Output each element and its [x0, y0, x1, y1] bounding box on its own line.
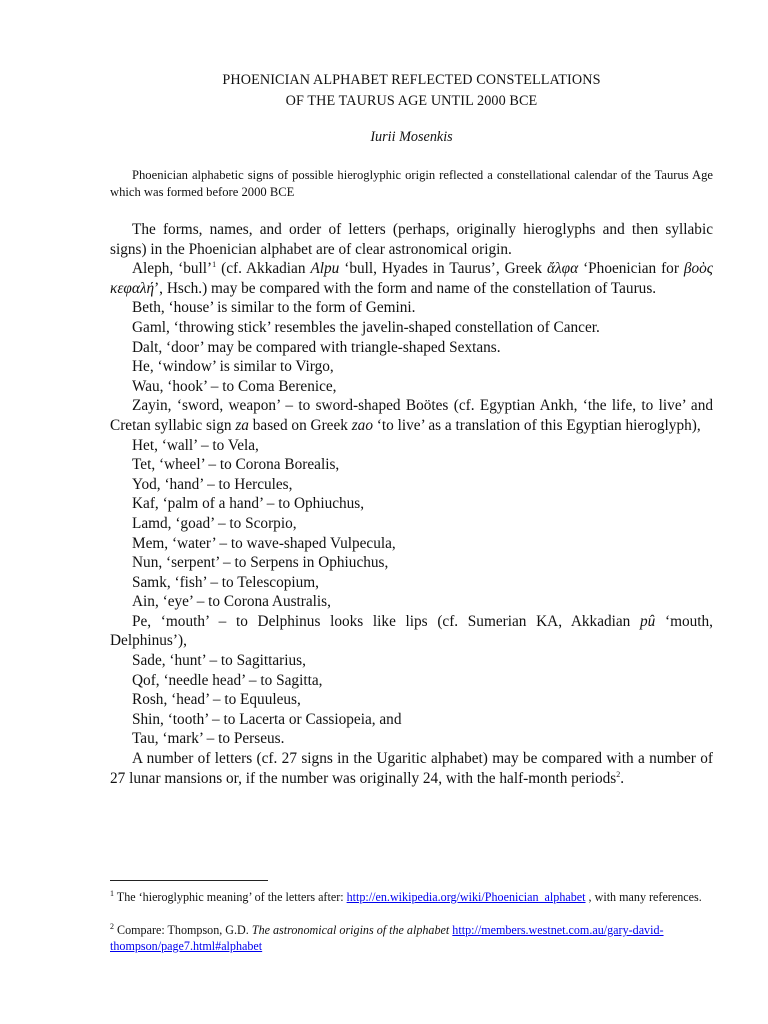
- intro-paragraph: The forms, names, and order of letters (perhaps, originally hieroglyphs and then syllabic signs) in the Phoenician alphabet are of clear astronomical origin.: [110, 221, 713, 258]
- body-text: [110, 220, 713, 788]
- footnote-ref-1: 1: [212, 260, 217, 270]
- letter-line: Het, ‘wall’ – to Vela,: [132, 436, 259, 454]
- letter-line: Yod, ‘hand’ – to Hercules,: [132, 475, 293, 493]
- letter-line: Dalt, ‘door’ may be compared with triangle-shaped Sextans.: [132, 338, 501, 356]
- abstract: Phoenician alphabetic signs of possible hieroglyphic origin reflected a constellational calendar of the Taurus Age which was formed before 2000 BCE: [110, 168, 713, 199]
- aleph-paragraph: Aleph, ‘bull’$^1$ (cf. Akkadian Alpu ‘bull, Hyades in Taurus’, Greek ἄλφα ‘Phoenician for βοὸς κεφαλή’, Hsch.) may be compared with the form and name of the constellation of Taurus.: [110, 260, 714, 297]
- letter-line: Sade, ‘hunt’ – to Sagittarius,: [132, 652, 306, 670]
- footnote-1: $^1$ The ‘hieroglyphic meaning’ of the letters after: http://en.wikipedia.org/wiki/Phoenician_alphabet , with many references.: [110, 888, 702, 904]
- letter-line: Nun, ‘serpent’ – to Serpens in Ophiuchus,: [132, 554, 389, 572]
- zayin-paragraph: Zayin, ‘sword, weapon’ – to sword-shaped Boötes (cf. Egyptian Ankh, ‘the life, to live’ and Cretan syllabic sign za based on Greek zao ‘to live’ as a translation of this Egyptian hieroglyph),: [110, 397, 713, 434]
- paper-title: [110, 70, 713, 112]
- letter-line: He, ‘window’ is similar to Virgo,: [132, 358, 334, 376]
- wikipedia-link[interactable]: http://en.wikipedia.org/wiki/Phoenician_alphabet: [346, 890, 586, 904]
- letter-line: Beth, ‘house’ is similar to the form of Gemini.: [132, 299, 416, 317]
- thompson-link[interactable]: http://members.westnet.com.au/gary-david-thompson/page7.html#alphabet: [110, 923, 664, 953]
- author-name: Iurii Mosenkis: [370, 129, 453, 145]
- letter-line: Ain, ‘eye’ – to Corona Australis,: [132, 593, 331, 611]
- letter-line: Samk, ‘fish’ – to Telescopium,: [132, 573, 319, 591]
- letter-line: Lamd, ‘goad’ – to Scorpio,: [132, 514, 297, 532]
- pe-paragraph: Pe, ‘mouth’ – to Delphinus looks like lips (cf. Sumerian KA, Akkadian pû ‘mouth, Delphinus’),: [110, 612, 714, 650]
- closing-paragraph: A number of letters (cf. 27 signs in the Ugaritic alphabet) may be compared with a number of 27 lunar mansions or, if the number was originally 24, with the half-month periods$^2$.: [110, 750, 713, 787]
- letter-line: Kaf, ‘palm of a hand’ – to Ophiuchus,: [132, 495, 365, 513]
- title-line-2: OF THE TAURUS AGE UNTIL 2000 BCE: [285, 93, 538, 109]
- letter-line: Rosh, ‘head’ – to Equuleus,: [132, 691, 301, 709]
- letter-line: Tet, ‘wheel’ – to Corona Borealis,: [132, 456, 340, 474]
- footnote-2: $^2$ Compare: Thompson, G.D. The astronomical origins of the alphabet http://members.westnet.com.au/gary-david-thompson/page7.html#alphabet: [110, 921, 664, 953]
- title-line-1: PHOENICIAN ALPHABET REFLECTED CONSTELLATIONS: [222, 72, 601, 88]
- letter-line: Gaml, ‘throwing stick’ resembles the javelin-shaped constellation of Cancer.: [132, 318, 600, 336]
- footnote-ref-2: 2: [616, 769, 621, 779]
- letter-line: Shin, ‘tooth’ – to Lacerta or Cassiopeia, and: [132, 710, 402, 728]
- letter-line: Mem, ‘water’ – to wave-shaped Vulpecula,: [132, 534, 396, 552]
- letter-line: Tau, ‘mark’ – to Perseus.: [132, 730, 285, 748]
- letter-line: Wau, ‘hook’ – to Coma Berenice,: [132, 377, 337, 395]
- footnote-divider: [110, 880, 268, 881]
- letter-line: Qof, ‘needle head’ – to Sagitta,: [132, 671, 323, 689]
